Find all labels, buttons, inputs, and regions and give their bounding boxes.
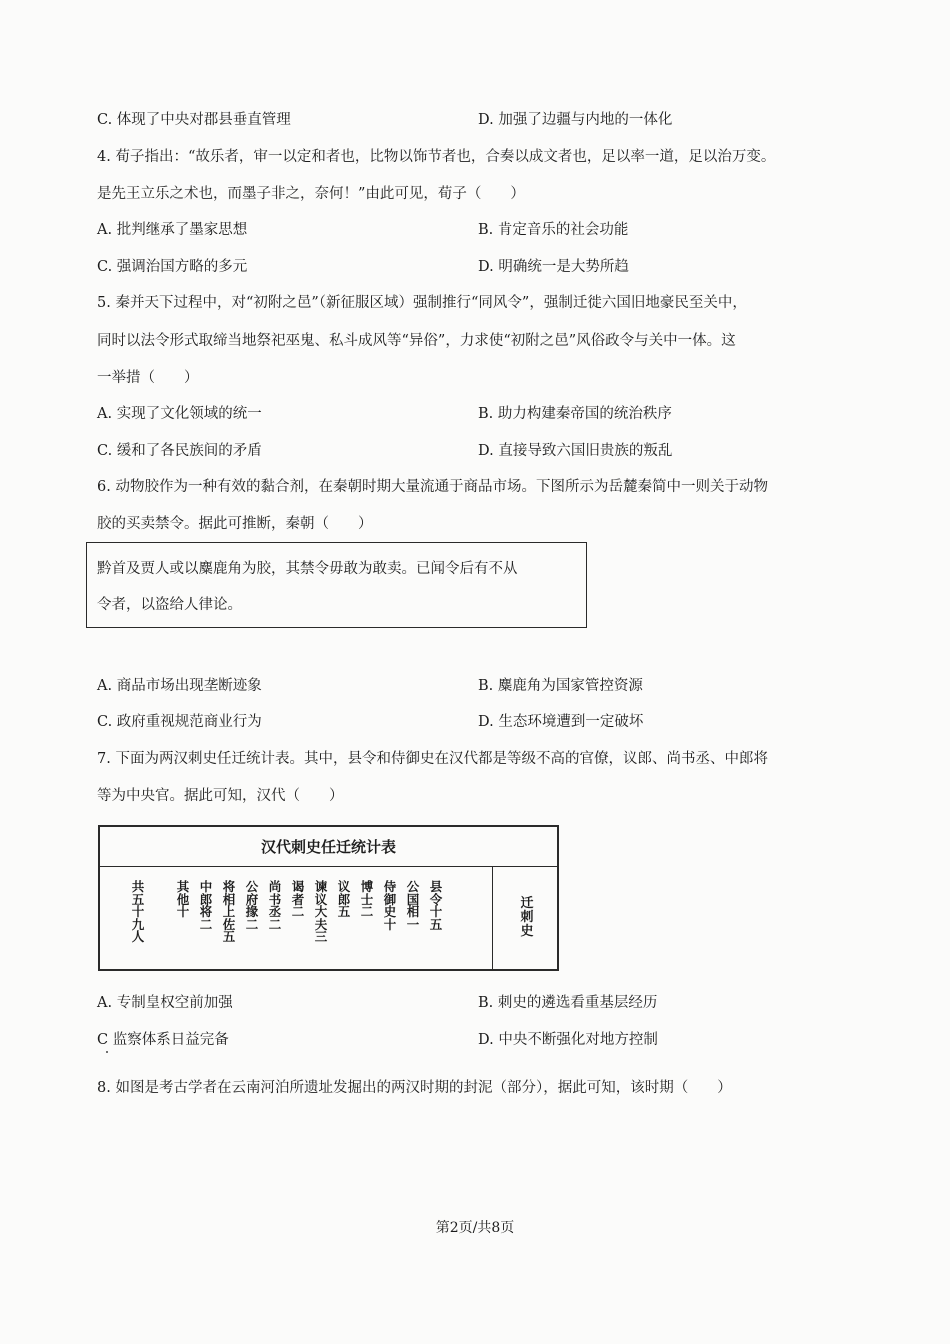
q6-quote-box xyxy=(86,542,587,628)
q7-option-b: B. 刺史的遴选看重基层经历 xyxy=(478,995,658,1011)
q4-stem-line1: 4. 荀子指出：“故乐者，审一以定和者也，比物以饰节者也，合奏以成文者也，足以率一道，足以治万变。 xyxy=(97,149,776,165)
q3-option-d: D. 加强了边疆与内地的一体化 xyxy=(478,112,673,128)
q6-quote-line2: 令者，以盗给人律论。 xyxy=(97,597,242,613)
q7-table-col: 议郎五 xyxy=(337,879,351,919)
q5-option-a: A. 实现了文化领域的统一 xyxy=(97,406,262,422)
q4-option-d: D. 明确统一是大势所趋 xyxy=(478,259,629,275)
q6-option-b: B. 麋鹿角为国家管控资源 xyxy=(478,678,643,694)
q6-stem-line2: 胶的买卖禁令。据此可推断，秦朝（ ） xyxy=(97,516,373,532)
q7-table-divider xyxy=(492,867,493,971)
q7-stem-line1: 7. 下面为两汉刺史任迁统计表。其中，县令和侍御史在汉代都是等级不高的官僚，议郎、尚书丞、中郎将 xyxy=(97,751,768,767)
q4-stem-line2: 是先王立乐之术也，而墨子非之，奈何！”由此可见，荀子（ ） xyxy=(97,186,525,202)
q5-option-c: C. 缓和了各民族间的矛盾 xyxy=(97,443,262,459)
q3-option-c: C. 体现了中央对郡县垂直管理 xyxy=(97,112,291,128)
q7-stem-line2: 等为中央官。据此可知，汉代（ ） xyxy=(97,788,344,804)
q7-table-col: 县令十五 xyxy=(429,879,443,932)
q7-option-d: D. 中央不断强化对地方控制 xyxy=(478,1032,658,1048)
q7-table-col-total: 共五十九人 xyxy=(131,879,145,944)
q4-option-c: C. 强调治国方略的多元 xyxy=(97,259,248,275)
q6-option-d: D. 生态环境遭到一定破坏 xyxy=(478,714,644,730)
q8-stem-line1: 8. 如图是考古学者在云南河泊所遗址发掘出的两汉时期的封泥（部分），据此可知，该时期（ ） xyxy=(97,1080,732,1096)
q6-stem-line1: 6. 动物胶作为一种有效的黏合剂，在秦朝时期大量流通于商品市场。下图所示为岳麓秦简中一则关于动物 xyxy=(97,479,768,495)
q5-stem-line3: 一举措（ ） xyxy=(97,370,199,386)
q7-table-col: 公府掾二 xyxy=(245,879,259,932)
page-footer: 第2页/共8页 xyxy=(435,1220,515,1236)
q7-option-a: A. 专制皇权空前加强 xyxy=(97,995,233,1011)
q7-option-c: C 监察体系日益完备 xyxy=(97,1032,229,1048)
q6-option-c: C. 政府重视规范商业行为 xyxy=(97,714,262,730)
q7-table-col: 公国相一 xyxy=(406,879,420,932)
q7-table-col: 其他十 xyxy=(176,879,190,919)
q4-option-b: B. 肯定音乐的社会功能 xyxy=(478,222,629,238)
q7-table-col: 尚书丞二 xyxy=(268,879,282,932)
q5-option-b: B. 助力构建秦帝国的统治秩序 xyxy=(478,406,672,422)
q7-table-col: 中郎将二 xyxy=(199,879,213,932)
q7-table-col: 侍御史十 xyxy=(383,879,397,932)
q6-quote-line1: 黔首及贾人或以麋鹿角为胶，其禁令毋敢为敢卖。已闻令后有不从 xyxy=(97,561,518,577)
q5-option-d: D. 直接导致六国旧贵族的叛乱 xyxy=(478,443,673,459)
q7-table-col: 将相上佐五 xyxy=(222,879,236,944)
q5-stem-line2: 同时以法令形式取缔当地祭祀巫鬼、私斗成风等“异俗”，力求使“初附之邑”风俗政令与关中一体。这 xyxy=(97,333,736,349)
q7-table-row-header: 迁刺史 xyxy=(520,896,534,939)
q7-table-col: 博士二 xyxy=(360,879,374,919)
scan-speck xyxy=(106,1051,108,1053)
q5-stem-line1: 5. 秦并天下过程中，对“初附之邑”（新征服区域）强制推行“同风令”，强制迁徙六国旧地豪民至关中， xyxy=(97,295,747,311)
q4-option-a: A. 批判继承了墨家思想 xyxy=(97,222,248,238)
q7-table-col: 谒者二 xyxy=(291,879,305,919)
q7-table-title: 汉代刺史任迁统计表 xyxy=(100,827,557,867)
q6-option-a: A. 商品市场出现垄断迹象 xyxy=(97,678,262,694)
q7-table-col: 谏议大夫三 xyxy=(314,879,328,944)
q7-statistics-table xyxy=(98,825,559,971)
